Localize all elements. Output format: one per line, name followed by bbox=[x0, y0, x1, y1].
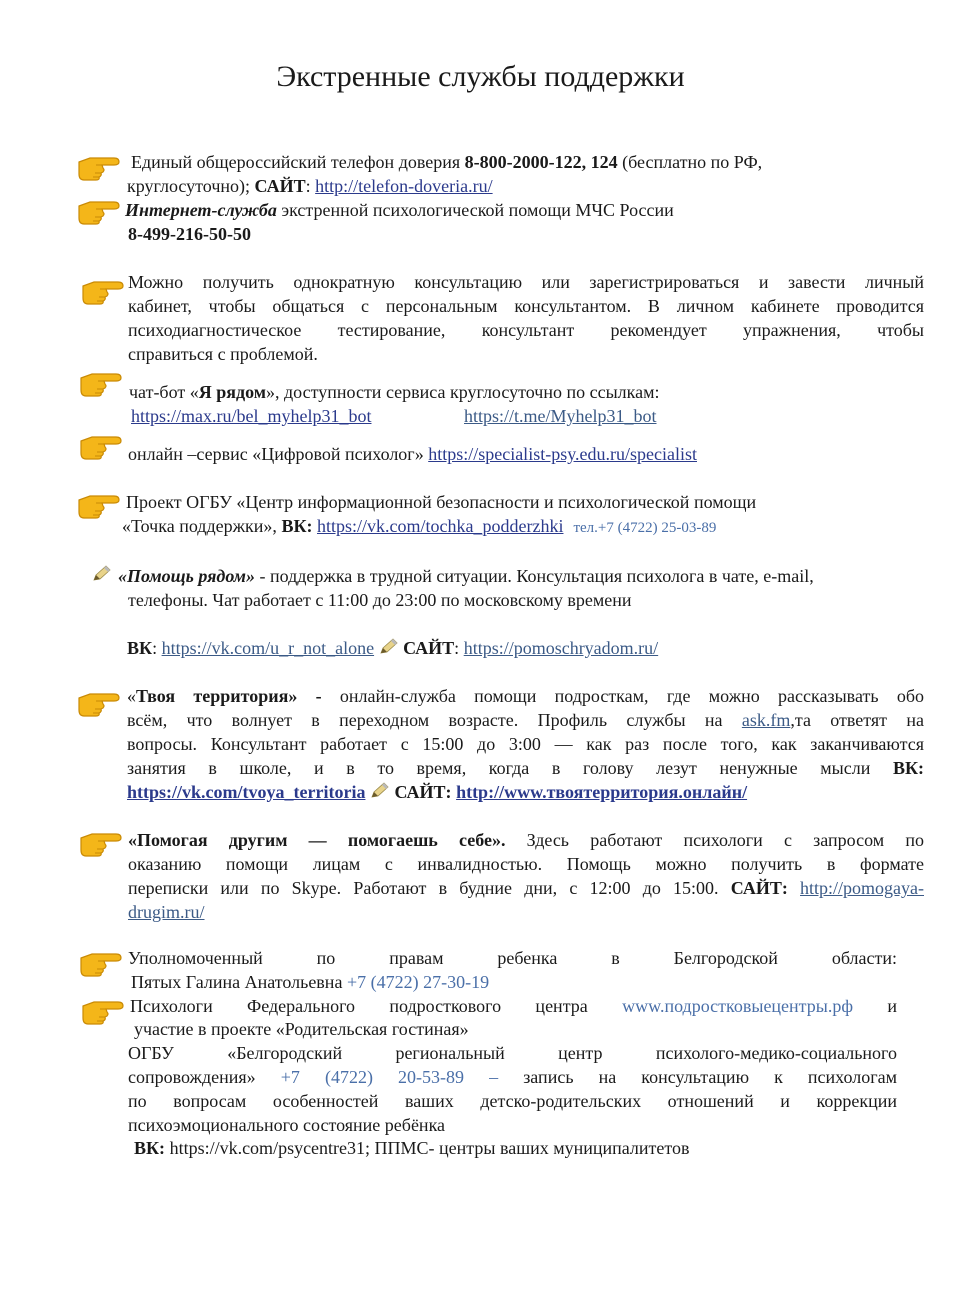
pointing-hand-icon bbox=[76, 688, 122, 718]
pomosch-ryadom-hours: телефоны. Чат работает с 11:00 до 23:00 по московскому времени bbox=[128, 590, 632, 610]
pointing-hand-icon bbox=[80, 996, 126, 1026]
ombudsman-contact: Пятых Галина Анатольевна +7 (4722) 27-30-19 bbox=[131, 972, 490, 992]
pencil-icon bbox=[379, 638, 399, 656]
pointing-hand-icon bbox=[78, 948, 124, 978]
pomogaya-paragraph: «Помогая другим — помогаешь себе». Здесь работают психологи с запросом по оказанию помощи лицам с инвалидностью. Помощь можно получить в формате переписки или по Skype. Работают в будние дни, с 12:00 до 15:00. САЙТ: http://pomogaya- drugim.ru/ bbox=[128, 830, 924, 922]
ombudsman-phone: +7 (4722) 27-30-19 bbox=[346, 972, 490, 992]
telegram-bot-line bbox=[464, 404, 657, 428]
tochka-project-text: Проект ОГБУ «Центр информационной безопасности и психологической помощи bbox=[126, 492, 757, 512]
tochka-phone: тел.+7 (4722) 25-03-89 bbox=[573, 520, 717, 536]
pomosch-site-link[interactable]: https://pomoschryadom.ru/ bbox=[463, 638, 659, 658]
pomogaya-link-cont[interactable]: drugim.ru/ bbox=[128, 902, 205, 922]
pointing-hand-icon bbox=[76, 152, 122, 182]
digital-psychologist-link[interactable]: https://specialist-psy.edu.ru/specialist bbox=[428, 444, 697, 464]
belgorod-center-phone: +7 (4722) 20-53-89 – bbox=[280, 1067, 499, 1087]
mchs-phone: 8-499-216-50-50 bbox=[128, 224, 251, 244]
pencil-icon bbox=[92, 565, 112, 583]
pointing-hand-icon bbox=[78, 431, 124, 461]
max-bot-link[interactable]: https://max.ru/bel_myhelp31_bot bbox=[131, 406, 372, 426]
tvoya-site-link[interactable]: http://www.твоятерритория.онлайн/ bbox=[456, 782, 748, 802]
federal-center-line: Психологи Федерального подросткового центра www.подростковыецентры.рф и bbox=[130, 996, 897, 1016]
pomosch-vk-link[interactable]: https://vk.com/u_r_not_alone bbox=[161, 638, 375, 658]
pomosch-ryadom-links: ВК: https://vk.com/u_r_not_alone САЙТ: https://pomoschryadom.ru/ bbox=[127, 638, 659, 658]
ombudsman-line: Уполномоченный по правам ребенка в Белгородской области: bbox=[128, 948, 897, 968]
page-title: Экстренные службы поддержки bbox=[276, 60, 685, 93]
pencil-icon bbox=[370, 782, 390, 800]
pomosch-ryadom-text: «Помощь рядом» - поддержка в трудной ситуации. Консультация психолога в чате, e-mail, bbox=[118, 566, 814, 586]
helpline-phone: 8-800-2000-122, 124 bbox=[464, 152, 618, 172]
ask-fm-link[interactable]: ask.fm bbox=[741, 710, 791, 730]
chatbot-text: чат-бот «Я рядом», доступности сервиса круглосуточно по ссылкам: bbox=[129, 382, 660, 402]
digital-psychologist-text: онлайн –сервис «Цифровой психолог» https://specialist-psy.edu.ru/specialist bbox=[128, 444, 697, 464]
pomogaya-link[interactable]: http://pomogaya- bbox=[800, 878, 924, 898]
pointing-hand-icon bbox=[78, 368, 124, 398]
pointing-hand-icon bbox=[78, 828, 124, 858]
psycentre-vk-line: ВК: https://vk.com/psycentre31; ППМС- центры ваших муниципалитетов bbox=[134, 1138, 690, 1158]
pointing-hand-icon bbox=[76, 196, 122, 226]
helpline-site-line: круглосуточно); САЙТ: http://telefon-doveria.ru/ bbox=[127, 176, 493, 196]
pointing-hand-icon bbox=[76, 490, 122, 520]
tvoya-vk-link[interactable]: https://vk.com/tvoya_territoria bbox=[127, 782, 366, 802]
pointing-hand-icon bbox=[80, 276, 126, 306]
chatbot-links bbox=[131, 404, 371, 428]
consultation-paragraph: Можно получить однократную консультацию или зарегистрироваться и завести личный кабинет, чтобы общаться с персональным консультантом. В личном кабинете проводится психодиагностическое тестирование, консультант рекомендует упражнения, чтобы справиться с проблемой. bbox=[128, 272, 924, 364]
federal-center-site[interactable]: www.подростковыецентры.рф bbox=[622, 996, 854, 1016]
telegram-bot-link[interactable]: https://t.me/Myhelp31_bot bbox=[464, 406, 657, 426]
parent-lounge-line: участие в проекте «Родительская гостиная» bbox=[134, 1019, 469, 1039]
helpline-site-link[interactable]: http://telefon-doveria.ru/ bbox=[315, 176, 493, 196]
tvoya-territoria-paragraph: «Твоя территория» - онлайн-служба помощи подросткам, где можно рассказывать обо всём, что волнует в переходном возрасте. Профиль службы на ask.fm,та ответят на вопросы. Консультант работает с 15:00 до 3:00 — как раз после того, как заканчиваются занятия в школе, и в то время, когда в голову лезут ненужные мысли ВК: https://vk.com/tvoya_territoria САЙТ: http://www.твоятерритория.онлайн/ bbox=[127, 686, 924, 802]
mchs-service-text: Интернет-служба экстренной психологической помощи МЧС России bbox=[125, 200, 674, 220]
belgorod-center-paragraph: ОГБУ «Белгородский региональный центр психолого-медико-социального сопровождения» +7 (4722) 20-53-89 – запись на консультацию к психологам по вопросам особенностей ваших детско-родительских отношений и коррекции психоэмоционального состояние ребёнка bbox=[128, 1043, 897, 1135]
tochka-contacts: «Точка поддержки», ВК: https://vk.com/tochka_podderzhki тел.+7 (4722) 25-03-89 bbox=[122, 516, 717, 536]
tochka-vk-link[interactable]: https://vk.com/tochka_podderzhki bbox=[317, 516, 564, 536]
helpline-text: Единый общероссийский телефон доверия 8-800-2000-122, 124 (бесплатно по РФ, bbox=[131, 152, 763, 172]
